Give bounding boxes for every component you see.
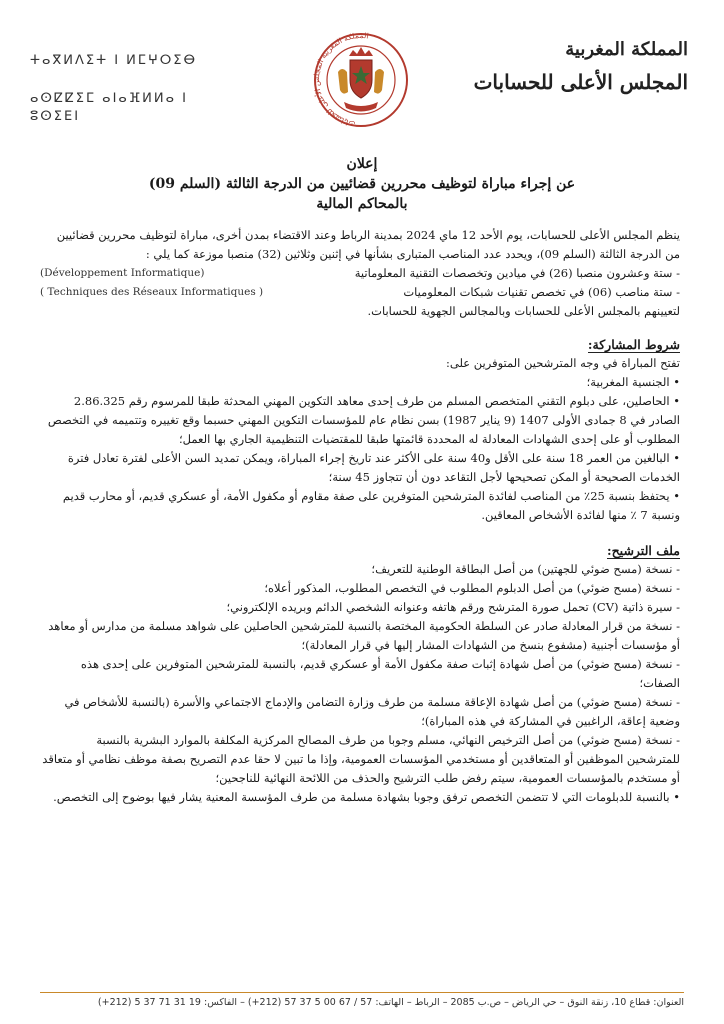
distribution-item: - ستة وعشرون منصبا (26) في ميادين وتخصصات التقنية المعلوماتية [355,264,680,283]
title-line-2: عن إجراء مباراة لتوظيف محررين قضائيين من الدرجة الثالثة (السلم 09) [148,176,576,192]
announcement-body [40,226,680,807]
distribution-item-fr: (Développement Informatique) [40,267,205,279]
condition-item: • الحاصلين، على دبلوم التقني المتخصص المسلم من طرف إحدى معاهد التكوين المهني المحدثة طبقا للمرسوم رقم 2.86.325 الصادر في 8 جمادى الأولى 1407 (9 يناير 1987) بسن نظام عام للمؤسسات التكوين المهني حسبما وقع تغييره وتتميمه في التخصص المطلوب أو على إحدى الشهادات المعادلة له المحددة قائمتها طبقا للمقتضيات التنظيمية الجاري بها العمل؛ [40,392,680,449]
title-line-1: إعلان [346,156,378,172]
conditions-lead: تفتح المباراة في وجه المترشحين المتوفرين على: [446,356,680,370]
file-note: • بالنسبة للدبلومات التي لا تتضمن التخصص ترفق وجوبا بشهادة مسلمة من طرف المؤسسة المعنية يشار فيها بوضوح إلى التخصص. [40,788,680,807]
tifinagh-kingdom-label: ⵜⴰⴳⵍⴷⵉⵜ ⵏ ⵍⵎⵖⵔⵉⴱ [30,53,198,68]
footer-address: العنوان: قطاع 10، زنقة النوق – حي الرياض – ص.ب 2085 – الرباط – الهاتف: 57 / 67 00 5 37 57 (212+) – الفاكس: 19 31 71 37 5 (212+) [97,997,684,1008]
assignment-paragraph: لتعيينهم بالمجلس الأعلى للحسابات وبالمجالس الجهوية للحسابات. [367,304,680,318]
distribution-item-fr: ( Techniques des Réseaux Informatiques ) [40,286,264,298]
file-heading: ملف الترشيح: [606,543,680,558]
header-arabic [448,38,688,96]
file-item: - سيرة ذاتية (CV) تحمل صورة المترشح ورقم هاتفه وعنوانه الشخصي الدائم وبريده الإلكتروني؛ [40,598,680,617]
distribution-row-2 [40,283,680,302]
file-item: - نسخة (مسح ضوئي) من أصل الدبلوم المطلوب في التخصص المطلوب، المذكور أعلاه؛ [40,579,680,598]
court-label: المجلس الأعلى للحسابات [473,70,688,94]
condition-item: • الجنسية المغربية؛ [40,373,680,392]
intro-paragraph: ينظم المجلس الأعلى للحسابات، يوم الأحد 12 ماي 2024 بمدينة الرباط وعند الاقتضاء بمدن أخرى، مباراة لتوظيف محررين قضائيين من الدرجة الثالثة (السلم 09)، ويحدد عدد المناصب المتبارى بشأنها في إثنين وثلاثين (32) منصبا موزعة كما يلي : [56,228,680,261]
file-item: - نسخة (مسح ضوئي) من أصل شهادة الإعاقة مسلمة من طرف وزارة التضامن والإدماج الاجتماعي والأسرة (بالنسبة للأشخاص في وضعية إعاقة، الراغبين في المشاركة في هذه المباراة)؛ [40,693,680,731]
file-item: - نسخة (مسح ضوئي) من أصل شهادة إثبات صفة مكفول الأمة أو عسكري قديم، بالنسبة للمترشحين المتوفرين على إحدى هذه الصفات؛ [40,655,680,693]
distribution-row-1 [40,264,680,283]
file-item: - نسخة من قرار المعادلة صادر عن السلطة الحكومية المختصة بالنسبة للمترشحين الحاصلين على شواهد مسلمة من مدارس أو معاهد أو مؤسسات أجنبية (مشفوع بنسخ من الشهادات المشار إليها في قرار المعادلة)؛ [40,617,680,655]
conditions-heading: شروط المشاركة: [587,337,680,352]
title-line-3: بالمحاكم المالية [316,196,408,212]
file-item: - نسخة (مسح ضوئي) من أصل الترخيص النهائي، مسلم وجوبا من طرف المصالح المركزية المكلفة بالموارد البشرية بالنسبة للمترشحين الموظفين أو المتعاقدين أو مستخدمي المؤسسات العمومية، وإذا ما تبين لا حقا عدم التصريح بصفة موظف نظامي أو متعاقد أو مستخدم بالمؤسسات العمومية، سيتم رفض طلب الترشيح والحذف من اللائحة النهائية للناجحين؛ [40,731,680,788]
condition-item: • البالغين من العمر 18 سنة على الأقل و40 سنة على الأكثر عند تاريخ إجراء المباراة، ويمكن تمديد السن الأعلى لفترة تعادل فترة الخدمات الصحيحة أو المكن تصحيحها لأجل التقاعد دون أن تتجاوز 45 سنة؛ [40,449,680,487]
announcement-title [60,154,664,214]
kingdom-label: المملكة المغربية [565,39,688,60]
header-tifinagh [30,52,240,126]
emblem-ring-text: المملكة المغربية المجلس الأعلى للحسابات [312,30,370,129]
footer-divider [40,992,684,993]
tifinagh-court-label: ⴰⵙⵇⵇⵉⵎ ⴰⵏⴰⴼⵍⵍⴰ ⵏ ⵓⵙⵉⴹⵏ [30,91,189,124]
court-emblem-logo [312,22,410,138]
distribution-item: - ستة مناصب (06) في تخصص تقنيات شبكات المعلوميات [403,283,680,302]
file-item: - نسخة (مسح ضوئي للجهتين) من أصل البطاقة الوطنية للتعريف؛ [40,560,680,579]
condition-item: • يحتفظ بنسبة 25٪ من المناصب لفائدة المترشحين المتوفرين على صفة مقاوم أو مكفول الأمة، أو عسكري قديم، أو محارب قديم ونسبة 7 ٪ منها لفائدة الأشخاص المعاقين. [40,487,680,525]
